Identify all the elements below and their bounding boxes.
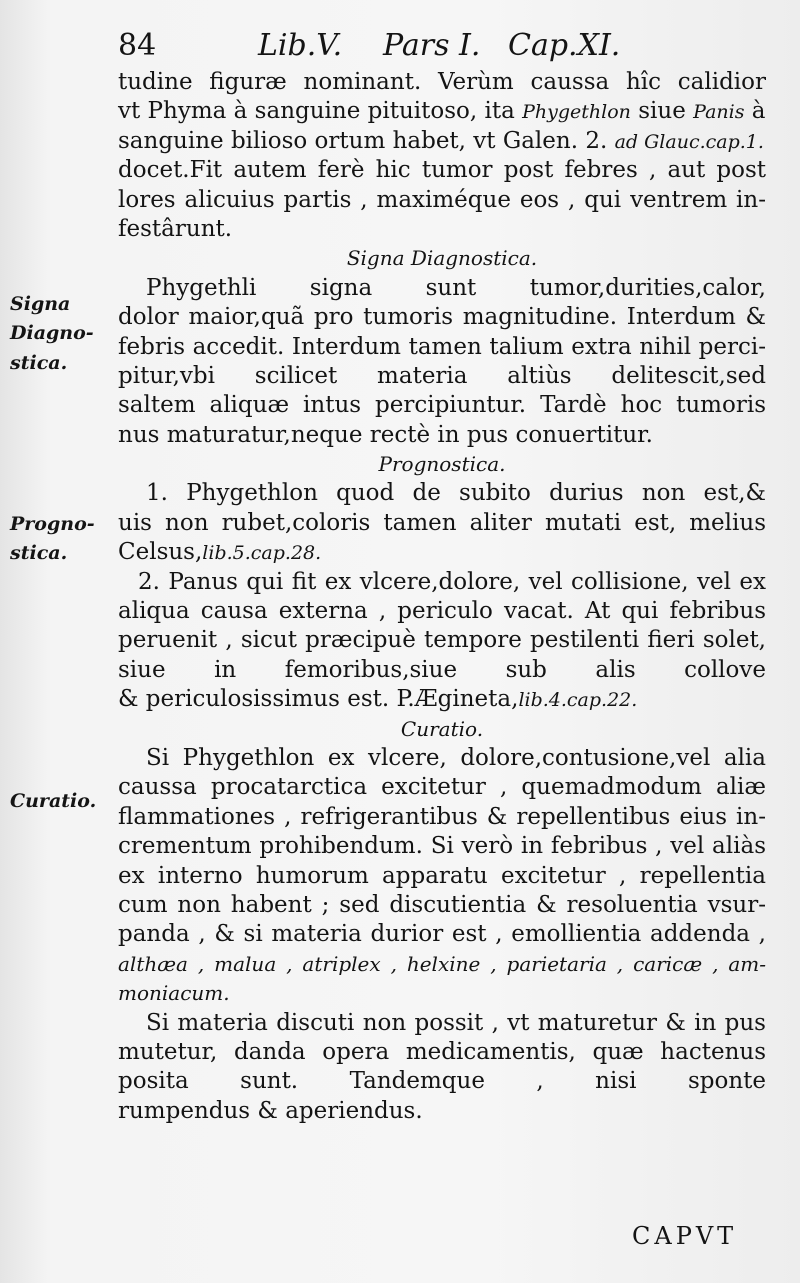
text-line: tudine figuræ nominant. Verùm caussa hîc calidior: [118, 69, 766, 95]
header-book: Lib.V.: [258, 28, 343, 63]
text-line: dolor maior,quã pro tumoris magnitudine. Interdum &: [118, 304, 766, 331]
section-heading-prognostica: Prognostica.: [378, 452, 506, 477]
text-line: Si materia discuti non possit , vt maturetur & in pus: [146, 1009, 766, 1036]
text-line: ex interno humorum apparatu excitetur , repellentia: [118, 862, 766, 889]
text-line: peruenit , sicut præcipuè tempore pestilenti fieri solet,: [118, 627, 766, 654]
text-line-herbs: althæa , malua , atriplex , helxine , parietaria , caricæ , am-: [118, 951, 766, 976]
text-line: 2. Panus qui fit ex vlcere,dolore, vel collisione, vel ex: [138, 568, 766, 595]
text-line: vt Phyma à sanguine pituitoso, ita Phygethlon siue Panis à: [118, 98, 766, 125]
text-line: 1. Phygethlon quod de subito durius non est,&: [146, 480, 766, 507]
catchword: CAPVT: [632, 1222, 738, 1250]
text-line: nus maturatur,neque rectè in pus conuertitur.: [118, 421, 653, 448]
text-line: siue in femoribus,siue sub alis collove: [118, 656, 766, 683]
text-line: docet.Fit autem ferè hic tumor post febres , aut post: [118, 157, 766, 184]
header-part: Pars I.: [383, 28, 481, 63]
text-line: aliqua causa externa , periculo vacat. At qui febribus: [118, 598, 766, 625]
text-line: panda , & si materia durior est , emollientia addenda ,: [118, 921, 766, 948]
text-line-herbs-end: moniacum.: [118, 981, 230, 1006]
main-text: [118, 68, 766, 1126]
text-line: & periculosissimus est. P.Ægineta,lib.4.cap.22.: [118, 686, 638, 713]
running-header: [118, 28, 758, 68]
section-heading-signa: Signa Diagnostica.: [346, 246, 538, 271]
text-line: Celsus,lib.5.cap.28.: [118, 539, 322, 566]
text-line: crementum prohibendum. Si verò in febribus , vel aliàs: [118, 833, 766, 860]
text-line: pitur,vbi scilicet materia altiùs delitescit,sed: [118, 362, 766, 389]
text-line: cum non habent ; sed discutientia & resoluentia vsur-: [118, 891, 766, 918]
margin-note-curatio: Curatio.: [10, 790, 97, 812]
text-line: posita sunt. Tandemque , nisi sponte: [118, 1068, 766, 1095]
text-line: febris accedit. Interdum tamen talium extra nihil perci-: [118, 333, 766, 360]
page-number: 84: [118, 28, 157, 63]
section-heading-curatio: Curatio.: [400, 716, 484, 741]
text-line: saltem aliquæ intus percipiuntur. Tardè hoc tumoris: [118, 392, 766, 419]
text-line: flammationes , refrigerantibus & repellentibus eius in-: [118, 803, 766, 830]
header-chapter: Cap.XI.: [508, 28, 621, 63]
text-line: mutetur, danda opera medicamentis, quæ hactenus: [118, 1038, 766, 1065]
text-line: Phygethli signa sunt tumor,durities,calor,: [146, 274, 766, 301]
text-line: sanguine bilioso ortum habet, vt Galen. 2. ad Glauc.cap.1.: [118, 127, 764, 154]
margin-note-signa: Signa Diagno- stica.: [10, 293, 94, 374]
text-line: festârunt.: [118, 215, 233, 242]
text-line: Si Phygethlon ex vlcere, dolore,contusione,vel alia: [146, 744, 766, 771]
margin-note-prognostica: Progno- stica.: [10, 513, 95, 565]
text-line: caussa procatarctica excitetur , quemadmodum aliæ: [118, 774, 766, 801]
text-line: rumpendus & aperiendus.: [118, 1097, 423, 1124]
text-line: uis non rubet,coloris tamen aliter mutati est, melius: [118, 509, 766, 536]
text-line: lores alicuius partis , maximéque eos , qui ventrem in-: [118, 186, 766, 213]
